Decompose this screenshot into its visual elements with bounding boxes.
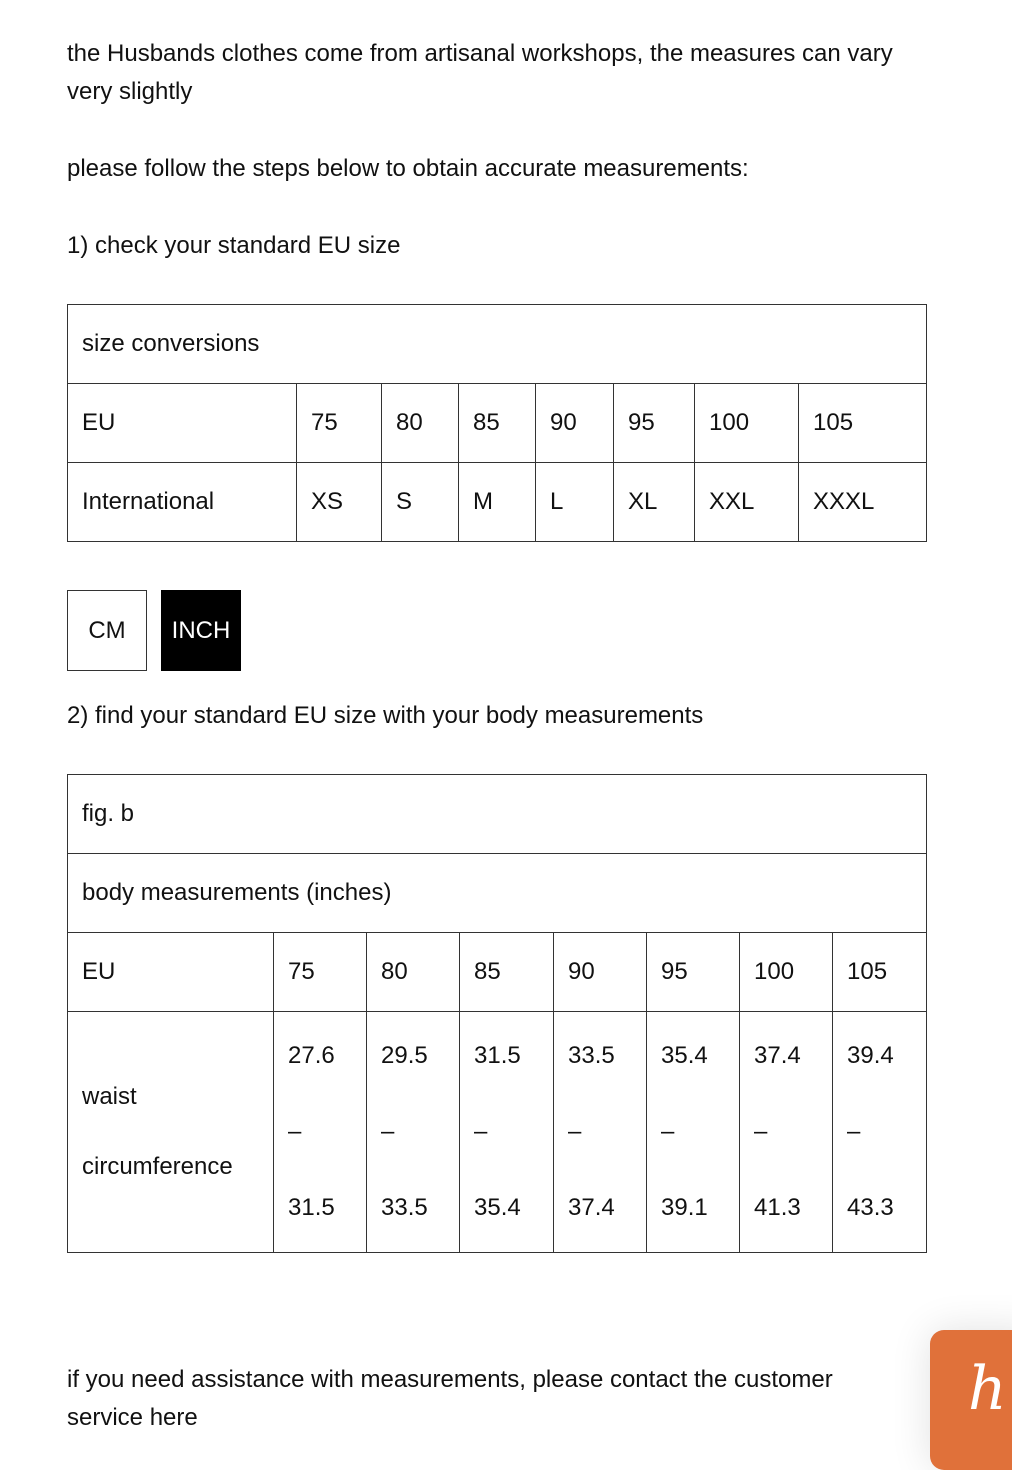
help-chat-glyph: h (968, 1354, 1007, 1424)
international-label: International (68, 463, 297, 542)
waist-range-cell (274, 1012, 367, 1253)
range-dash: – (661, 1118, 675, 1145)
range-dash: – (568, 1118, 582, 1145)
waist-range-cell (367, 1012, 460, 1253)
eu-size-cell: 95 (647, 933, 740, 1012)
eu-size-cell: 105 (799, 384, 927, 463)
waist-min: 39.4 (847, 1042, 894, 1069)
body-table-title: body measurements (inches) (68, 854, 927, 933)
waist-max: 33.5 (381, 1194, 428, 1221)
waist-range-cell (554, 1012, 647, 1253)
waist-range-cell (833, 1012, 927, 1253)
steps-intro: please follow the steps below to obtain accurate measurements: (67, 155, 749, 182)
waist-max: 39.1 (661, 1194, 708, 1221)
intro-text: the Husbands clothes come from artisanal workshops, the measures can vary very slightly (67, 40, 893, 105)
figure-label: fig. b (68, 775, 927, 854)
range-dash: – (754, 1118, 768, 1145)
help-chat-icon[interactable] (930, 1330, 1012, 1470)
range-dash: – (381, 1118, 395, 1145)
intl-size-cell: XS (297, 463, 382, 542)
unit-toggle-inch[interactable]: INCH (161, 590, 241, 671)
table-row (68, 384, 927, 463)
eu-label: EU (68, 384, 297, 463)
eu-size-cell: 85 (460, 933, 554, 1012)
eu-size-cell: 85 (459, 384, 536, 463)
waist-range-cell (647, 1012, 740, 1253)
eu-size-cell: 75 (297, 384, 382, 463)
table-row (68, 463, 927, 542)
waist-min: 29.5 (381, 1042, 428, 1069)
eu-size-cell: 100 (695, 384, 799, 463)
waist-max: 43.3 (847, 1194, 894, 1221)
eu-size-cell: 75 (274, 933, 367, 1012)
eu-size-cell: 80 (382, 384, 459, 463)
range-dash: – (847, 1118, 861, 1145)
circumference-label: circumference (82, 1153, 233, 1180)
waist-max: 31.5 (288, 1194, 335, 1221)
step-1-heading: 1) check your standard EU size (67, 232, 401, 259)
waist-range-cell (460, 1012, 554, 1253)
intl-size-cell: M (459, 463, 536, 542)
eu-size-cell: 80 (367, 933, 460, 1012)
footer-text: if you need assistance with measurements, please contact the customer service here (67, 1366, 833, 1431)
waist-label-cell (68, 1012, 274, 1253)
unit-toggle-cm[interactable]: CM (67, 590, 147, 671)
intl-size-cell: XL (614, 463, 695, 542)
intl-size-cell: XXL (695, 463, 799, 542)
eu-size-cell: 100 (740, 933, 833, 1012)
range-dash: – (474, 1118, 488, 1145)
waist-min: 37.4 (754, 1042, 801, 1069)
intl-size-cell: S (382, 463, 459, 542)
step-2-heading: 2) find your standard EU size with your body measurements (67, 702, 704, 729)
body-measurements-table (67, 774, 927, 1253)
range-dash: – (288, 1118, 302, 1145)
size-conversion-table (67, 304, 927, 542)
intl-size-cell: L (536, 463, 614, 542)
eu-label: EU (68, 933, 274, 1012)
eu-size-cell: 90 (554, 933, 647, 1012)
table-row (68, 933, 927, 1012)
eu-size-cell: 95 (614, 384, 695, 463)
eu-size-cell: 90 (536, 384, 614, 463)
size-table-title: size conversions (68, 305, 927, 384)
waist-min: 31.5 (474, 1042, 521, 1069)
waist-max: 41.3 (754, 1194, 801, 1221)
waist-min: 33.5 (568, 1042, 615, 1069)
waist-range-cell (740, 1012, 833, 1253)
waist-min: 27.6 (288, 1042, 335, 1069)
waist-max: 35.4 (474, 1194, 521, 1221)
eu-size-cell: 105 (833, 933, 927, 1012)
table-row (68, 1012, 927, 1253)
waist-min: 35.4 (661, 1042, 708, 1069)
intl-size-cell: XXXL (799, 463, 927, 542)
waist-label: waist (82, 1083, 137, 1110)
waist-max: 37.4 (568, 1194, 615, 1221)
